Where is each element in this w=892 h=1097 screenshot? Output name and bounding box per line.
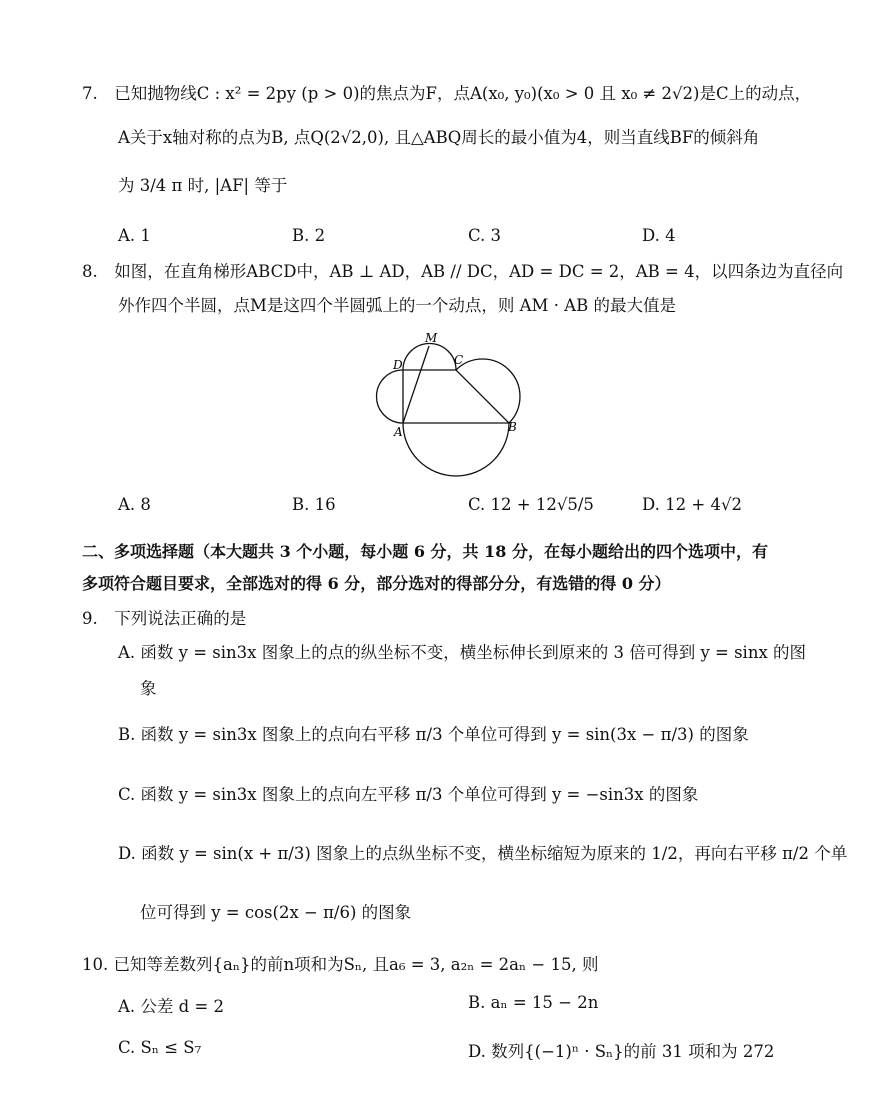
q10-option-b: B. aₙ = 15 − 2n	[468, 993, 599, 1012]
q7-line-2: A关于x轴对称的点为B, 点Q(2√2,0), 且△ABQ周长的最小值为4，则当直线BF的倾斜角	[118, 128, 760, 147]
q7-option-b: B. 2	[292, 226, 326, 245]
q9-option-a-line-1: A. 函数 y = sin3x 图象上的点的纵坐标不变，横坐标伸长到原来的 3 倍可得到 y = sinx 的图	[118, 643, 806, 662]
semicircle-ab	[403, 423, 509, 476]
q9-option-c: C. 函数 y = sin3x 图象上的点向左平移 π/3 个单位可得到 y = −sin3x 的图象	[118, 785, 699, 804]
q7-option-d: D. 4	[642, 226, 676, 245]
q8-option-b: B. 16	[292, 495, 336, 514]
q9-option-d-line-1: D. 函数 y = sin(x + π/3) 图象上的点纵坐标不变，横坐标缩短为原来的 1/2，再向右平移 π/2 个单	[118, 844, 848, 863]
q9-option-b: B. 函数 y = sin3x 图象上的点向右平移 π/3 个单位可得到 y = sin(3x − π/3) 的图象	[118, 725, 749, 744]
semicircle-ad	[377, 370, 404, 423]
q10-option-a: A. 公差 d = 2	[118, 997, 225, 1016]
semicircle-dc	[403, 344, 456, 371]
q8-option-a: A. 8	[118, 495, 151, 514]
q8-option-c: C. 12 + 12√5/5	[468, 495, 594, 514]
q10-option-d: D. 数列{(−1)ⁿ · Sₙ}的前 31 项和为 272	[468, 1042, 775, 1061]
label-m: M	[425, 331, 438, 345]
q7-line-1: 7. 已知抛物线C : x² = 2py (p > 0)的焦点为F，点A(x₀, y₀)(x₀ > 0 且 x₀ ≠ 2√2)是C上的动点，	[82, 84, 812, 103]
q9-stem: 9. 下列说法正确的是	[82, 609, 247, 628]
label-a: A	[394, 425, 403, 439]
q9-option-a-line-2: 象	[140, 679, 157, 698]
segment-am	[403, 346, 429, 423]
q8-line-2: 外作四个半圆，点M是这四个半圆弧上的一个动点，则 AM · AB 的最大值是	[118, 296, 676, 315]
q7-line-3: 为 3/4 π 时, |AF| 等于	[118, 176, 288, 195]
q7-option-a: A. 1	[118, 226, 151, 245]
q8-line-1: 8. 如图，在直角梯形ABCD中，AB ⊥ AD，AB // DC，AD = DC = 2，AB = 4，以四条边为直径向	[82, 262, 844, 281]
label-d: D	[393, 358, 403, 372]
semicircle-cb	[456, 359, 520, 423]
section-2-heading-line-2: 多项符合题目要求，全部选对的得 6 分，部分选对的得部分分，有选错的得 0 分）	[82, 574, 671, 593]
q7-option-c: C. 3	[468, 226, 502, 245]
q10-stem: 10. 已知等差数列{aₙ}的前n项和为Sₙ, 且a₆ = 3, a₂ₙ = 2aₙ − 15, 则	[82, 955, 599, 974]
trapezoid-semicircles-figure	[370, 326, 530, 482]
q9-option-d-line-2: 位可得到 y = cos(2x − π/6) 的图象	[140, 903, 412, 922]
q8-option-d: D. 12 + 4√2	[642, 495, 742, 514]
trapezoid-abcd	[403, 370, 509, 423]
q10-option-c: C. Sₙ ≤ S₇	[118, 1038, 202, 1057]
label-b: B	[508, 420, 517, 434]
section-2-heading-line-1: 二、多项选择题（本大题共 3 个小题，每小题 6 分，共 18 分，在每小题给出的四个选项中，有	[82, 542, 768, 561]
label-c: C	[454, 353, 464, 367]
